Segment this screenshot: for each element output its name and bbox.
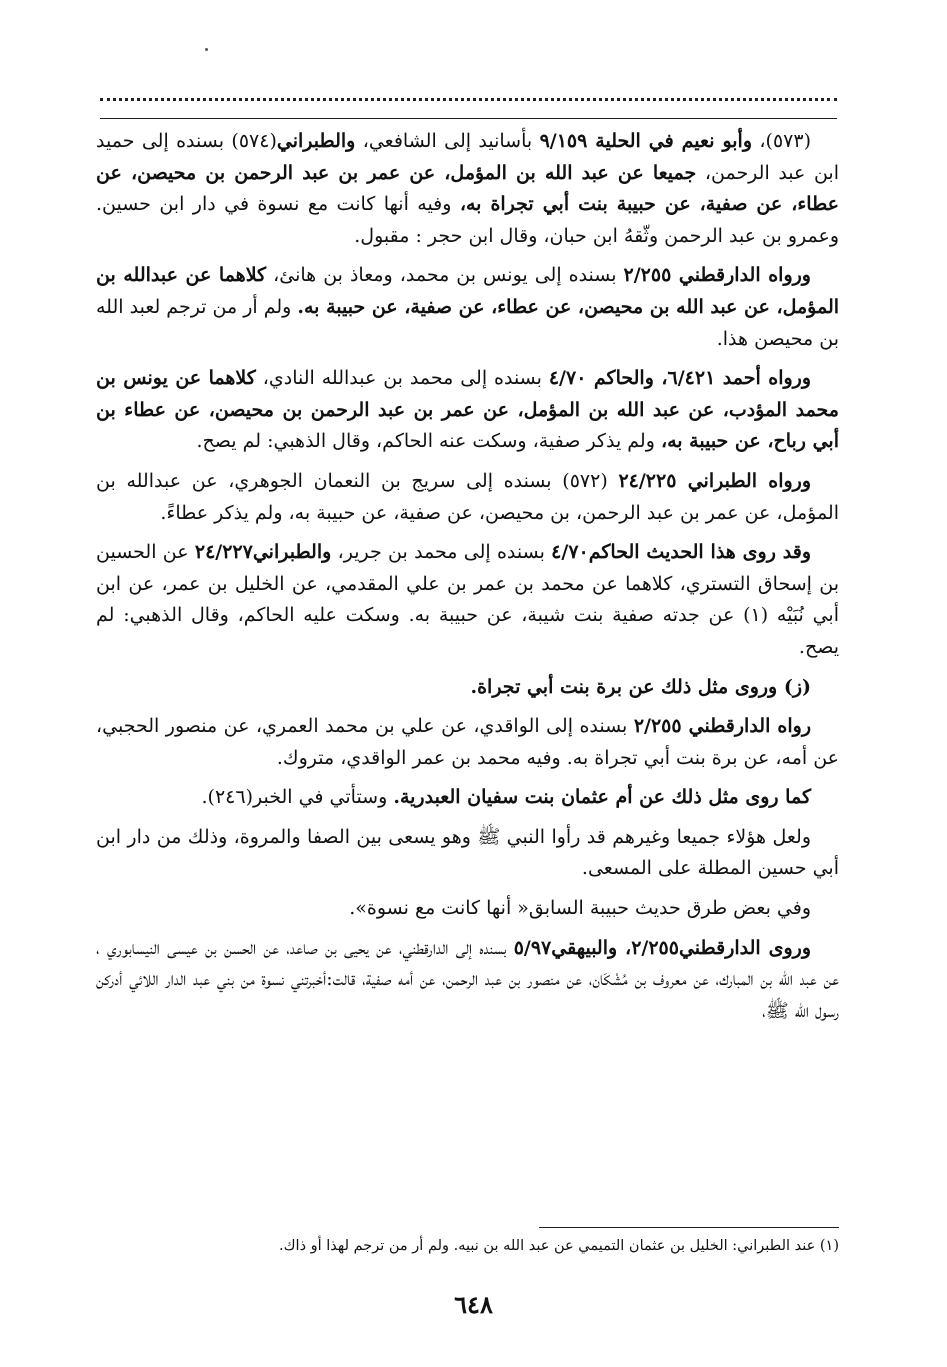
text-run: بسنده إلى الدارقطني، عن يحيى بن صاعد، عن الحسن بن عيسى النيسابوري ، عن عبد الله بن المبارك، عن معروف بن مُشْكَان، عن منصور بن عبد الرحمن، عن أمه صفية، قالت:أخبرتني نسوة من بني عبد الدار اللائي أدركن رسول الله ﷺ، [96,936,839,1022]
bold-run: والطبراني٢٤/٢٢٧ [194,541,332,564]
text-run: (٥٧٣)، [752,130,811,152]
text-run: (٥٧٢) بسنده إلى سريج بن النعمان الجوهري، عن عبدالله بن المؤمل، عن عمر بن عبد الرحمن، بن محيصن، عن صفية، عن حبيبة به، ولم يذكر عطاءً. [96,469,839,524]
text-run: بسنده إلى يونس بن محمد، ومعاذ بن هانئ، [266,264,624,287]
text-run: بأسانيد إلى الشافعي، [355,130,540,152]
header-solid-rule [100,118,837,119]
bold-run: وقد روى هذا الحديث الحاكم٤/٧٠ [551,541,812,564]
text-run: وفيه أنها كانت مع نسوة في دار ابن حسين. وعمرو بن عبد الرحمن وثّقهُ ابن حبان، وقال ابن حجر : مقبول. [96,193,839,247]
text-run: وفي بعض طرق حديث حبيبة السابق« أنها كانت مع نسوة». [349,897,811,920]
paragraph [96,672,839,704]
bold-run: (ز) وروى مثل ذلك عن برة بنت أبي تجراة. [470,675,811,698]
paragraph [96,363,839,458]
text-run: (٥٧٤) بسنده إلى حميد ابن عبد الرحمن، [96,130,839,184]
bold-run: كلاهما عن عبدالله بن المؤمل، عن عبد الله بن محيصن، عن عطاء، عن صفية، عن حبيبة به. [96,264,840,318]
paragraph [96,711,839,774]
page-number: ٦٤٨ [454,1290,493,1319]
text-run: عن الحسين بن إسحاق التستري، كلاهما عن محمد بن عمر بن علي المقدمي، عن الخليل بن عمر، عن ابن أبي نُبَيْه (١) عن جدته صفية بنت شيبة، عن حبيبة به. وسكت عليه الحاكم، وقال الذهبي: لم يصح. [96,541,839,658]
text-run: وستأتي في الخبر(٢٤٦). [201,786,394,809]
paragraph [96,260,839,355]
bold-run: ورواه أحمد ٦/٤٢١، والحاكم ٤/٧٠ [548,367,812,390]
text-run: بسنده إلى محمد بن جرير، [331,541,552,564]
text-run: بسنده إلى محمد بن عبدالله النادي، [255,367,549,390]
bold-run: كلاهما عن يونس بن محمد المؤدب، عن عبد الله بن المؤمل، عن عمر بن عبد الرحمن بن محيصن، عن عطاء بن أبي رباح، عن حبيبة به، [96,367,839,453]
paragraph [96,822,839,885]
bold-run: جميعا عن عبد الله بن المؤمل، عن عمر بن عبد الرحمن بن محيصن، عن عطاء، عن صفية، عن حبيبة بنت أبي تجراة به، [96,161,839,216]
paragraph [96,893,839,925]
bold-run: ورواه الطبراني ٢٤/٢٢٥ [618,469,812,492]
bold-run: رواه الدارقطني ٢/٢٥٥ [633,715,812,738]
paragraph [96,782,839,814]
header-dotted-rule [100,98,837,101]
speck-mark [205,48,208,51]
text-run: ولم أر من ترجم لعبد الله بن محيصن هذا. [96,295,839,350]
paragraph [96,126,839,252]
main-text [96,126,839,1035]
paragraph [96,537,839,663]
text-run: ولعل هؤلاء جميعا وغيرهم قد رأوا النبي ﷺ وهو يسعى بين الصفا والمروة، وذلك من دار ابن أبي حسين المطلة على المسعى. [96,825,839,880]
footnote-rule [539,1227,839,1228]
bold-run: وأبو نعيم في الحلية ٩/١٥٩ [539,130,753,152]
bold-run: وروى الدارقطني٢/٢٥٥، والبيهقي٥/٩٧ [513,936,811,959]
bold-run: والطبراني [276,130,356,152]
bold-run: ورواه الدارقطني ٢/٢٥٥ [623,264,811,287]
bold-run: كما روى مثل ذلك عن أم عثمان بنت سفيان العبدرية. [393,786,811,809]
paragraph [96,466,839,529]
text-run: بسنده إلى الواقدي، عن علي بن محمد العمري، عن منصور الحجبي، عن أمه، عن برة بنت أبي تجراة به. وفيه محمد بن عمر الواقدي، متروك. [96,715,839,769]
paragraph [96,933,839,1028]
text-run: ولم يذكر صفية، وسكت عنه الحاكم، وقال الذهبي: لم يصح. [196,430,661,453]
footnote: (١) عند الطبراني: الخليل بن عثمان التميمي عن عبد الله بن نبيه. ولم أر من ترجم لهذا أو ذاك. [278,1238,839,1254]
